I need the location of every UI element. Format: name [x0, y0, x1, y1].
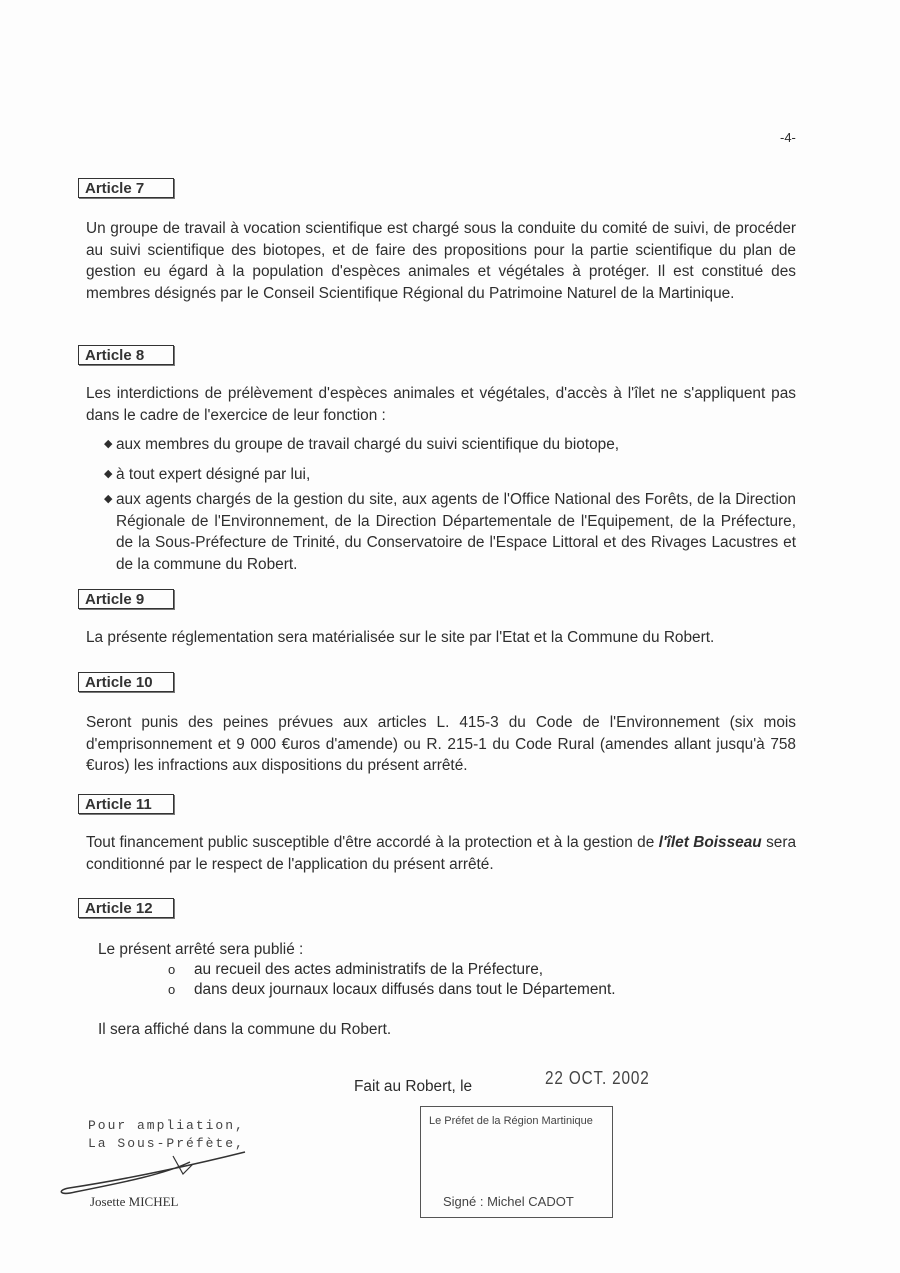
prefet-stamp	[420, 1106, 613, 1218]
article-8-text: Les interdictions de prélèvement d'espèces animales et végétales, d'accès à l'îlet ne s'appliquent pas dans le cadre de l'exercice de leur fonction :	[86, 385, 796, 424]
list-item: o au recueil des actes administratifs de la Préfecture,	[168, 961, 544, 978]
ampliation-line-2: La Sous-Préfète,	[88, 1136, 245, 1151]
article-12-heading: Article 12	[78, 898, 174, 918]
sous-prefete-name: Josette MICHEL	[90, 1194, 179, 1209]
article-11-heading: Article 11	[78, 794, 174, 814]
bullet-icon: ◆	[104, 493, 113, 505]
article-8-heading: Article 8	[78, 345, 174, 365]
ampliation-line-1: Pour ampliation,	[88, 1118, 245, 1133]
list-item: ◆ à tout expert désigné par lui,	[104, 464, 796, 486]
list-item: ◆ aux agents chargés de la gestion du site, aux agents de l'Office National des Forêts, de la Direction Régionale de l'Environnement, de la Direction Départementale de l'Equipement, de la Préfecture, de la Sous-Préfecture de Trinité, du Conservatoire de l'Espace Littoral et des Rivages Lacustres et de la commune du Robert.	[104, 491, 796, 573]
circle-bullet-icon: o	[168, 962, 176, 977]
article-10-heading: Article 10	[78, 672, 174, 692]
article-9-heading: Article 9	[78, 589, 174, 609]
article-9-text: La présente réglementation sera matérialisée sur le site par l'Etat et la Commune du Robert.	[86, 629, 715, 646]
list-item: ◆ aux membres du groupe de travail chargé du suivi scientifique du biotope,	[104, 434, 796, 456]
stamp-title: Le Préfet de la Région Martinique	[429, 1115, 593, 1127]
article-12-text: Le présent arrêté sera publié :	[98, 941, 304, 958]
handwritten-signature-icon	[55, 1148, 255, 1198]
date-stamp: 22 OCT. 2002	[545, 1068, 650, 1088]
list-item: o dans deux journaux locaux diffusés dans tout le Département.	[168, 981, 616, 998]
article-11-text: Tout financement public susceptible d'être accordé à la protection et à la gestion de l'îlet Boisseau sera conditionné par le respect de l'application du présent arrêté.	[86, 834, 797, 873]
article-10-text: Seront punis des peines prévues aux articles L. 415-3 du Code de l'Environnement (six mois d'emprisonnement et 9 000 €uros d'amende) ou R. 215-1 du Code Rural (amendes allant jusqu'à 758 €uros) les infractions aux dispositions du présent arrêté.	[86, 714, 796, 774]
stamp-signed: Signé : Michel CADOT	[443, 1194, 574, 1209]
article-12-closing: Il sera affiché dans la commune du Robert.	[98, 1021, 392, 1038]
article-7-text: Un groupe de travail à vocation scientifique est chargé sous la conduite du comité de suivi, de procéder au suivi scientifique des biotopes, et de faire des propositions pour la partie scientifique du plan de gestion eu égard à la population d'espèces animales et végétales à protéger. Il est constitué des membres désignés par le Conseil Scientifique Régional du Patrimoine Naturel de la Martinique.	[86, 220, 796, 302]
page-number: -4-	[780, 130, 796, 145]
article-7-heading: Article 7	[78, 178, 174, 198]
place-label: Fait au Robert, le	[354, 1078, 473, 1095]
ilet-name: l'îlet Boisseau	[658, 834, 762, 851]
circle-bullet-icon: o	[168, 982, 176, 997]
bullet-icon: ◆	[104, 468, 113, 480]
bullet-icon: ◆	[104, 438, 113, 450]
